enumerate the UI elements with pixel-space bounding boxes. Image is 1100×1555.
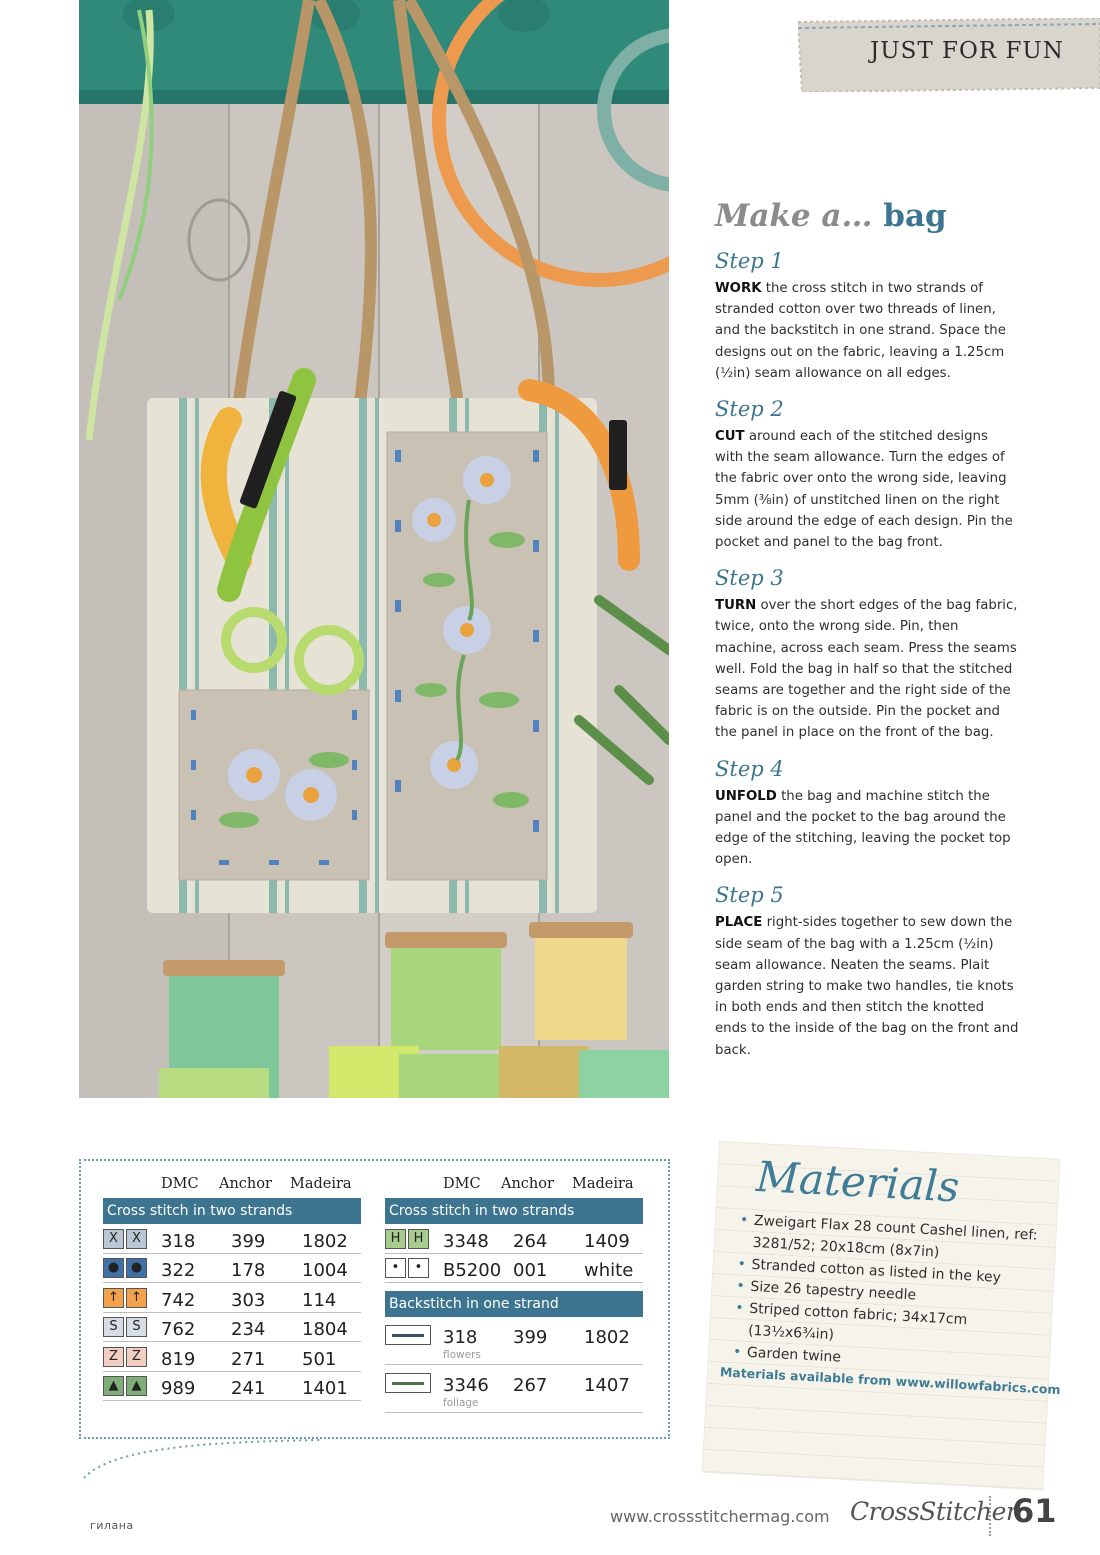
article-title (715, 196, 1020, 236)
thread-madeira: white (584, 1260, 634, 1281)
material-item: • Size 26 tapestry needle (734, 1275, 1035, 1313)
backstitch-row (385, 1365, 643, 1413)
article (715, 196, 1020, 1061)
brand-logo: CrossStitcher (850, 1497, 1018, 1526)
symbol-swatch (385, 1229, 431, 1249)
backstitch-note: foliage (443, 1397, 479, 1409)
thread-madeira: 501 (302, 1348, 337, 1370)
step-4-body: the bag and machine stitch the panel and the pocket to the bag around the edge of the stitching, leaving the pocket top open. (715, 788, 1011, 868)
key-column-right (385, 1176, 643, 1413)
thread-madeira: 1802 (584, 1327, 630, 1348)
symbol-cell: S (103, 1317, 124, 1337)
key-row (103, 1224, 361, 1254)
symbol-cell: ↑ (126, 1288, 147, 1308)
symbol-cell: H (385, 1229, 406, 1249)
backstitch-note: flowers (443, 1349, 481, 1361)
col-dmc: DMC (443, 1176, 481, 1192)
symbol-cell: X (126, 1229, 147, 1249)
backstitch-line-swatch (385, 1373, 431, 1393)
thread-dmc: 742 (161, 1289, 196, 1311)
thread-anchor: 399 (513, 1327, 548, 1348)
materials-note (703, 1142, 1060, 1489)
step-4-text (715, 786, 1020, 871)
cross-stitch-bar: Cross stitch in two strands (385, 1198, 643, 1224)
material-item: • Garden twine (730, 1341, 1031, 1379)
step-2-body: around each of the stitched designs with the seam allowance. Turn the edges of the fabric over onto the wrong side, leaving 5mm (⅜in) of unstitched linen on the right side around the edge of each design. Pin the pocket and panel to the bag front. (715, 429, 1013, 551)
step-2-text (715, 426, 1020, 553)
thread-dmc: 318 (161, 1230, 196, 1252)
step-3-title: Step 3 (715, 566, 784, 591)
symbol-cell: • (385, 1258, 406, 1278)
thread-dmc: 322 (161, 1260, 196, 1281)
backstitch-line-swatch (385, 1325, 431, 1345)
materials-title: Materials (754, 1151, 961, 1212)
key-row (103, 1372, 361, 1402)
key-row (103, 1283, 361, 1313)
symbol-cell: S (126, 1317, 147, 1337)
col-madeira: Madeira (572, 1176, 634, 1192)
title-strong: bag (883, 198, 947, 234)
backstitch-line (392, 1334, 424, 1337)
key-header (385, 1176, 643, 1194)
thread-madeira: 1004 (302, 1260, 348, 1281)
symbol-cell: ● (103, 1258, 124, 1278)
left-rows (103, 1224, 361, 1401)
backstitch-line (392, 1382, 424, 1385)
thread-madeira: 1802 (302, 1230, 348, 1252)
symbol-cell: H (408, 1229, 429, 1249)
step-3-body: over the short edges of the bag fabric, twice, onto the wrong side. Pin, then machine, across each seam. Press the seams well. Fold the bag in half so that the stitched seams are together and the right side of the fabric is on the outside. Pin the pocket and the panel in place on the front of the bag. (715, 598, 1018, 741)
symbol-cell: ▲ (103, 1376, 124, 1396)
footer-url[interactable]: www.crossstitchermag.com (610, 1507, 830, 1526)
material-item: • Zweigart Flax 28 count Cashel linen, ref: 3281/52; 20x18cm (8x7in) (736, 1209, 1038, 1269)
step-4-title: Step 4 (715, 756, 784, 781)
thread-anchor: 001 (513, 1260, 548, 1281)
step-4-lead: UNFOLD (715, 788, 777, 804)
thread-dmc: B5200 (443, 1260, 502, 1281)
materials-link[interactable]: Materials available from www.willowfabrics.com (719, 1364, 1061, 1398)
step-2-lead: CUT (715, 429, 745, 445)
symbol-swatch (103, 1288, 149, 1308)
symbol-cell: Z (126, 1347, 147, 1367)
material-item: • Striped cotton fabric; 34x17cm (13½x6¾in) (732, 1297, 1034, 1357)
thread-madeira: 1407 (584, 1375, 630, 1396)
symbol-cell: ▲ (126, 1376, 147, 1396)
backstitch-rows (385, 1317, 643, 1413)
key-header (103, 1176, 361, 1194)
step-1-text (715, 278, 1020, 384)
symbol-swatch (385, 1258, 431, 1278)
thread-anchor: 241 (231, 1378, 266, 1399)
step-3-lead: TURN (715, 598, 757, 614)
step-1-title: Step 1 (715, 249, 784, 273)
thread-madeira: 1409 (584, 1230, 630, 1252)
thread-anchor: 234 (231, 1319, 266, 1340)
key-row (103, 1342, 361, 1372)
symbol-swatch (103, 1229, 149, 1249)
thread-madeira: 1401 (302, 1378, 348, 1399)
footer-separator (989, 1496, 991, 1536)
thread-anchor: 271 (231, 1348, 266, 1370)
key-row (385, 1254, 643, 1284)
thread-dmc: 819 (161, 1348, 196, 1370)
step-5-title: Step 5 (715, 883, 784, 908)
key-column-left (103, 1176, 361, 1401)
step-5-body: right-sides together to sew down the side seam of the bag with a 1.25cm (½in) seam allowance. Neaten the seams. Plait garden string to make two handles, tie knots in both ends and then stitch the knotted ends to the inside of the bag on the front and back. (715, 915, 1019, 1058)
cross-stitch-bar: Cross stitch in two strands (103, 1198, 361, 1224)
thread-madeira: 1804 (302, 1319, 348, 1340)
symbol-swatch (103, 1347, 149, 1367)
step-5 (715, 880, 1020, 1060)
credit: гилана (90, 1519, 134, 1532)
symbol-swatch (103, 1258, 149, 1278)
bag-photo-illustration (79, 0, 669, 1098)
section-label: JUST FOR FUN (870, 38, 1064, 64)
key-row (103, 1313, 361, 1343)
step-1-lead: WORK (715, 281, 762, 296)
step-4 (715, 754, 1020, 871)
symbol-cell: Z (103, 1347, 124, 1367)
thread-madeira: 114 (302, 1289, 337, 1311)
page-number: 61 (1012, 1492, 1057, 1530)
thread-anchor: 303 (231, 1289, 266, 1311)
step-3 (715, 563, 1020, 743)
thread-anchor: 178 (231, 1260, 266, 1281)
material-item: • Stranded cotton as listed in the key (735, 1253, 1036, 1291)
col-anchor: Anchor (501, 1176, 554, 1192)
step-2 (715, 394, 1020, 553)
key-row (385, 1224, 643, 1254)
symbol-cell: ↑ (103, 1288, 124, 1308)
symbol-swatch (103, 1317, 149, 1337)
backstitch-row (385, 1317, 643, 1365)
thread-dmc: 762 (161, 1319, 196, 1340)
thread-anchor: 267 (513, 1375, 548, 1396)
thread-anchor: 264 (513, 1230, 548, 1252)
right-rows (385, 1224, 643, 1283)
materials-list (730, 1209, 1038, 1378)
step-5-text (715, 912, 1020, 1060)
step-3-text (715, 595, 1020, 743)
col-dmc: DMC (161, 1176, 199, 1192)
symbol-swatch (103, 1376, 149, 1396)
step-2-title: Step 2 (715, 397, 784, 422)
thread-dmc: 3346 (443, 1375, 489, 1396)
title-light: Make a… (715, 198, 873, 234)
symbol-cell: ● (126, 1258, 147, 1278)
key-row (103, 1254, 361, 1284)
symbol-cell: • (408, 1258, 429, 1278)
thread-anchor: 399 (231, 1230, 266, 1252)
symbol-cell: X (103, 1229, 124, 1249)
thread-dmc: 3348 (443, 1230, 489, 1252)
thread-dmc: 989 (161, 1378, 196, 1399)
col-madeira: Madeira (290, 1176, 352, 1192)
footer-curve (82, 1438, 322, 1482)
step-5-lead: PLACE (715, 915, 763, 931)
step-1 (715, 246, 1020, 384)
project-photo (79, 0, 669, 1098)
thread-dmc: 318 (443, 1327, 478, 1348)
backstitch-bar: Backstitch in one strand (385, 1291, 643, 1317)
step-1-body: the cross stitch in two strands of stranded cotton over two threads of linen, and the backstitch in one strand. Space the designs out on the fabric, leaving a 1.25cm (½in) seam allowance on all edges. (715, 281, 1006, 381)
col-anchor: Anchor (219, 1176, 272, 1192)
